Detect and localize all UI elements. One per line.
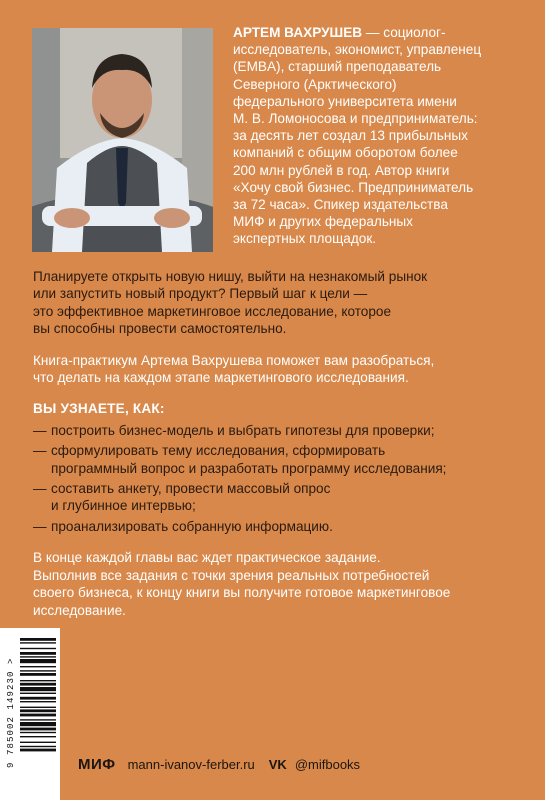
bio-line: Северного (Арктического) — [233, 76, 397, 92]
closing-paragraph: В конце каждой главы вас ждет практическое задание. Выполнив все задания с точки зрения реальных потребностей своего бизнеса, к концу книги вы получите готовое маркетинговое исследование. — [33, 550, 451, 618]
list-item: — проанализировать собранную информацию. — [33, 518, 513, 535]
learn-list — [33, 422, 513, 535]
bio-line: МИФ и других федеральных — [233, 214, 413, 230]
footer — [78, 755, 360, 773]
bio-line: экспертных площадок. — [233, 231, 377, 247]
bio-line: федерального университета имени — [233, 93, 457, 109]
bio-line: компаний с общим оборотом более — [233, 145, 458, 161]
publisher-logo: МИФ — [78, 755, 116, 773]
book-description — [33, 268, 513, 633]
bio-line: за десять лет создал 13 прибыльных — [233, 128, 468, 144]
bio-line: «Хочу свой бизнес. Предприниматель — [233, 179, 474, 195]
about-paragraph: Книга-практикум Артема Вахрушева поможет вам разобраться, что делать на каждом этапе маркетингового исследования. — [33, 352, 435, 386]
bio-line: М. В. Ломоносова и предприниматель: — [233, 111, 478, 127]
author-bio — [233, 24, 523, 248]
bio-line: за 72 часа». Спикер издательства — [233, 197, 448, 213]
isbn-number: 9 785002 149230 > — [6, 657, 16, 769]
list-item: — построить бизнес-модель и выбрать гипотезы для проверки; — [33, 422, 513, 439]
bio-line: АРТЕМ ВАХРУШЕВ — социолог- — [233, 25, 446, 40]
bio-line: (EMBA), старший преподаватель — [233, 59, 442, 75]
bio-line: 200 млн рублей в год. Автор книги — [233, 162, 450, 178]
intro-paragraph: Планируете открыть новую нишу, выйти на незнакомый рынок или запустить новый продукт? Первый шаг к цели — это эффективное маркетинговое исследование, которое вы способны провести самостоятельно. — [33, 269, 428, 337]
bio-line: исследователь, экономист, управленец — [233, 42, 482, 58]
list-item: — сформулировать тему исследования, сформировать программный вопрос и разработать программу исследования; — [33, 442, 513, 477]
vk-icon[interactable]: VK — [268, 756, 287, 772]
learn-heading: ВЫ УЗНАЕТЕ, КАК: — [33, 401, 165, 417]
website-link[interactable]: mann-ivanov-ferber.ru — [127, 756, 255, 772]
social-handle[interactable]: @mifbooks — [294, 756, 361, 772]
author-name: АРТЕМ ВАХРУШЕВ — [233, 25, 363, 40]
list-item: — составить анкету, провести массовый опрос и глубинное интервью; — [33, 480, 513, 515]
author-photo — [32, 28, 213, 252]
